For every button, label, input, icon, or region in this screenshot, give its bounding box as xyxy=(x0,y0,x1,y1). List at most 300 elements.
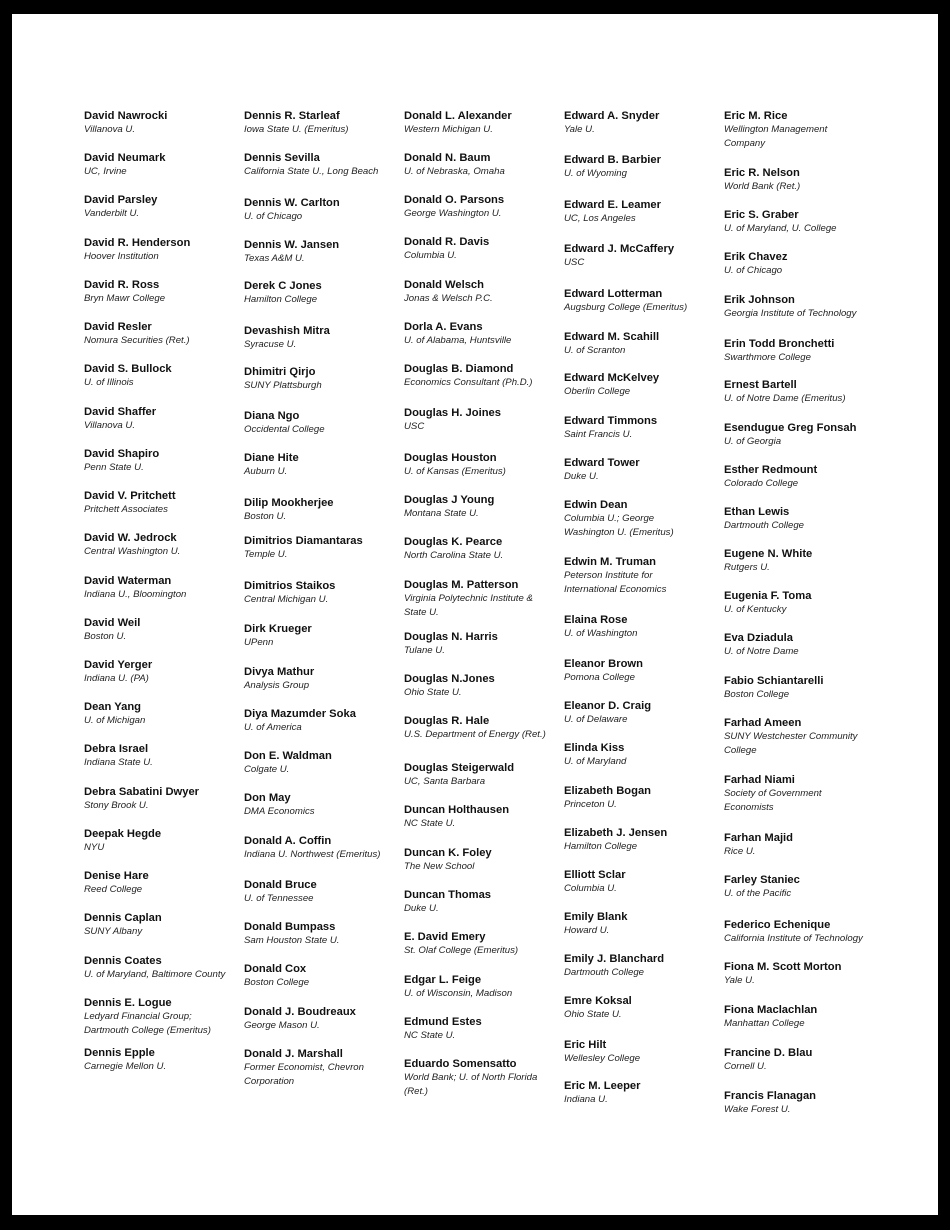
signatory-name: Donald Welsch xyxy=(404,279,484,291)
signatory-affiliation: The New School xyxy=(404,861,475,872)
signatory-name: Douglas J Young xyxy=(404,494,495,506)
signatory-entry xyxy=(244,409,404,437)
signatory-affiliation: Wellesley College xyxy=(564,1053,641,1064)
signatory-name: Derek C Jones xyxy=(244,280,322,292)
signatory-entry xyxy=(84,658,244,686)
signatory-affiliation: U. of Michigan xyxy=(84,715,146,726)
signatory-name: Edward Tower xyxy=(564,457,640,469)
signatory-entry xyxy=(724,547,884,575)
signatory-name: Eugene N. White xyxy=(724,548,813,560)
signatory-name: Dennis W. Jansen xyxy=(244,239,340,251)
signatory-name: Dirk Krueger xyxy=(244,623,312,635)
signatory-name: Farhad Niami xyxy=(724,774,795,786)
signatory-name: Edward J. McCaffery xyxy=(564,243,675,255)
signatory-entry xyxy=(244,365,404,393)
signatory-affiliation: George Mason U. xyxy=(244,1020,320,1031)
signatory-entry xyxy=(404,320,564,348)
signatory-name: Erik Johnson xyxy=(724,294,795,306)
signatory-name: Eleanor D. Craig xyxy=(564,700,652,712)
signatory-entry xyxy=(724,960,884,988)
signatory-name: Edward B. Barbier xyxy=(564,154,661,166)
signatory-name: David Nawrocki xyxy=(84,110,168,122)
signatory-entry xyxy=(404,451,564,479)
signatory-affiliation: State U. xyxy=(404,607,439,618)
signatory-affiliation: U. of Wyoming xyxy=(564,168,627,179)
signatory-entry xyxy=(564,456,724,484)
signatory-entry xyxy=(84,193,244,221)
signatory-affiliation: Villanova U. xyxy=(84,124,136,135)
signatory-entry xyxy=(84,531,244,559)
signatory-name: Francine D. Blau xyxy=(724,1047,813,1059)
signatory-name: Deepak Hegde xyxy=(84,828,162,840)
signatory-name: Fabio Schiantarelli xyxy=(724,675,824,687)
signatory-entry xyxy=(84,109,244,137)
signatory-name: Erik Chavez xyxy=(724,251,788,263)
signatory-name: Edmund Estes xyxy=(404,1016,482,1028)
signatory-name: David Weil xyxy=(84,617,141,629)
signatory-affiliation: Syracuse U. xyxy=(244,339,297,350)
signatory-entry xyxy=(244,707,404,735)
signatory-affiliation: DMA Economics xyxy=(244,806,315,817)
signatory-entry xyxy=(564,1038,724,1066)
signatory-affiliation: World Bank; U. of North Florida xyxy=(404,1072,538,1083)
signatory-entry xyxy=(564,868,724,896)
signatory-affiliation: North Carolina State U. xyxy=(404,550,504,561)
signatory-entry xyxy=(564,153,724,181)
signatory-name: Donald N. Baum xyxy=(404,152,491,164)
signatory-affiliation: U. of America xyxy=(244,722,302,733)
signatory-entry xyxy=(404,930,564,958)
signatory-entry xyxy=(244,622,404,650)
signatory-entry xyxy=(84,447,244,475)
signatory-affiliation: Indiana U. Northwest (Emeritus) xyxy=(244,849,381,860)
signatory-name: David Shapiro xyxy=(84,448,160,460)
signatory-affiliation: College xyxy=(724,745,757,756)
signatory-name: Dennis E. Logue xyxy=(84,997,172,1009)
signatory-affiliation: Villanova U. xyxy=(84,420,136,431)
signatory-name: Duncan Thomas xyxy=(404,889,492,901)
signatory-name: Eric S. Graber xyxy=(724,209,799,221)
signatory-affiliation: Yale U. xyxy=(724,975,755,986)
signatory-affiliation: U. of Chicago xyxy=(244,211,303,222)
signatory-affiliation: U. of Kansas (Emeritus) xyxy=(404,466,506,477)
signatory-entry xyxy=(84,151,244,179)
signatory-entry xyxy=(244,109,404,137)
signatory-entry xyxy=(724,716,884,758)
signatory-name: David Neumark xyxy=(84,152,166,164)
signatory-name: Douglas K. Pearce xyxy=(404,536,503,548)
signatory-entry xyxy=(84,616,244,644)
signatory-name: Divya Mathur xyxy=(244,666,315,678)
signatory-name: Francis Flanagan xyxy=(724,1090,817,1102)
signatory-name: Ernest Bartell xyxy=(724,379,797,391)
signatory-entry xyxy=(84,278,244,306)
signatory-affiliation: Indiana U. (PA) xyxy=(84,673,149,684)
signatory-name: Eugenia F. Toma xyxy=(724,590,812,602)
signatory-entry xyxy=(564,826,724,854)
signatory-entry xyxy=(84,574,244,602)
signatory-name: Elizabeth Bogan xyxy=(564,785,652,797)
signatory-name: Dennis Coates xyxy=(84,955,162,967)
signatory-name: Dennis Epple xyxy=(84,1047,155,1059)
signatory-affiliation: Wellington Management xyxy=(724,124,828,135)
signatory-entry xyxy=(404,846,564,874)
signatory-name: Debra Sabatini Dwyer xyxy=(84,786,200,798)
signatory-entry xyxy=(564,198,724,226)
signatory-entry xyxy=(564,371,724,399)
signatory-entry xyxy=(564,1079,724,1107)
signatory-affiliation: U. of the Pacific xyxy=(724,888,792,899)
signatory-entry xyxy=(404,151,564,179)
signatory-affiliation: California State U., Long Beach xyxy=(244,166,379,177)
signatory-affiliation: U. of Delaware xyxy=(564,714,628,725)
signatory-affiliation: (Ret.) xyxy=(404,1086,428,1097)
signatory-affiliation: Boston College xyxy=(244,977,310,988)
signatory-affiliation: Columbia U. xyxy=(404,250,457,261)
signatory-entry xyxy=(404,278,564,306)
signatory-entry xyxy=(84,362,244,390)
signatory-entry xyxy=(404,535,564,563)
signatory-name: Douglas M. Patterson xyxy=(404,579,519,591)
signatory-name: Donald O. Parsons xyxy=(404,194,505,206)
signatory-entry xyxy=(724,674,884,702)
signatory-entry xyxy=(724,873,884,901)
signatory-entry xyxy=(244,496,404,524)
signatory-entry xyxy=(564,613,724,641)
signatory-name: Ethan Lewis xyxy=(724,506,790,518)
signatory-affiliation: Virginia Polytechnic Institute & xyxy=(404,593,533,604)
signatory-entry xyxy=(404,803,564,831)
signatory-entry xyxy=(244,962,404,990)
signatory-affiliation: Nomura Securities (Ret.) xyxy=(84,335,190,346)
signatory-entry xyxy=(84,996,244,1038)
signatory-name: Donald Cox xyxy=(244,963,307,975)
signatory-affiliation: U. of Maryland xyxy=(564,756,627,767)
signatory-affiliation: Occidental College xyxy=(244,424,325,435)
signatory-entry xyxy=(404,578,564,620)
signatory-affiliation: UC, Santa Barbara xyxy=(404,776,486,787)
signatory-name: Eric Hilt xyxy=(564,1039,607,1051)
signatory-affiliation: U. of Alabama, Huntsville xyxy=(404,335,512,346)
signatory-affiliation: UC, Los Angeles xyxy=(564,213,636,224)
signatory-affiliation: Georgia Institute of Technology xyxy=(724,308,857,319)
signatory-name: Eduardo Somensatto xyxy=(404,1058,517,1070)
signatory-entry xyxy=(564,498,724,540)
signatory-affiliation: U. of Georgia xyxy=(724,436,782,447)
signatory-entry xyxy=(404,672,564,700)
signatory-entry xyxy=(244,196,404,224)
signatory-entry xyxy=(564,952,724,980)
signatory-entry xyxy=(404,1057,564,1099)
signatory-affiliation: U. of Wisconsin, Madison xyxy=(404,988,513,999)
signatory-name: Emre Koksal xyxy=(564,995,632,1007)
signatory-name: Edward Lotterman xyxy=(564,288,663,300)
signatory-name: Don May xyxy=(244,792,291,804)
signatory-name: Eleanor Brown xyxy=(564,658,643,670)
signatory-entry xyxy=(84,954,244,982)
signatory-affiliation: SUNY Westchester Community xyxy=(724,731,858,742)
signatory-name: Eric R. Nelson xyxy=(724,167,800,179)
signatory-entry xyxy=(724,773,884,815)
signatory-entry xyxy=(404,714,564,742)
signatory-entry xyxy=(404,888,564,916)
signatory-entry xyxy=(244,534,404,562)
signatory-affiliation: Hamilton College xyxy=(564,841,638,852)
signatory-affiliation: Colorado College xyxy=(724,478,799,489)
signatory-name: David W. Jedrock xyxy=(84,532,177,544)
signatory-affiliation: Pomona College xyxy=(564,672,635,683)
signatory-entry xyxy=(244,1005,404,1033)
signatory-entry xyxy=(84,320,244,348)
signatory-affiliation: Saint Francis U. xyxy=(564,429,633,440)
signatory-affiliation: U. of Scranton xyxy=(564,345,626,356)
signatory-affiliation: Manhattan College xyxy=(724,1018,805,1029)
signatory-name: Farhan Majid xyxy=(724,832,793,844)
signatory-entry xyxy=(724,378,884,406)
signatory-name: Elinda Kiss xyxy=(564,742,625,754)
signatory-name: Douglas N. Harris xyxy=(404,631,498,643)
signatory-name: Fiona Maclachlan xyxy=(724,1004,818,1016)
signatory-affiliation: Central Washington U. xyxy=(84,546,181,557)
signatory-affiliation: U. of Notre Dame (Emeritus) xyxy=(724,393,846,404)
signatory-affiliation: Yale U. xyxy=(564,124,595,135)
signatory-entry xyxy=(244,451,404,479)
signatory-affiliation: Boston U. xyxy=(244,511,287,522)
signatory-entry xyxy=(564,994,724,1022)
signatory-name: Eva Dziadula xyxy=(724,632,794,644)
signatory-name: Douglas Houston xyxy=(404,452,497,464)
signatory-name: Duncan K. Foley xyxy=(404,847,492,859)
signatory-affiliation: NC State U. xyxy=(404,1030,456,1041)
signatory-affiliation: U. of Kentucky xyxy=(724,604,787,615)
signatory-entry xyxy=(404,630,564,658)
signatory-affiliation: Carnegie Mellon U. xyxy=(84,1061,167,1072)
signatory-entry xyxy=(244,920,404,948)
signatory-entry xyxy=(724,1003,884,1031)
signatory-entry xyxy=(564,555,724,597)
signatory-affiliation: Analysis Group xyxy=(244,680,310,691)
signatory-name: Edward M. Scahill xyxy=(564,331,660,343)
signatory-name: Donald J. Marshall xyxy=(244,1048,343,1060)
signatory-entry xyxy=(564,287,724,315)
signatory-affiliation: U. of Chicago xyxy=(724,265,783,276)
signatory-entry xyxy=(84,700,244,728)
signatory-name: Edward A. Snyder xyxy=(564,110,660,122)
signatory-affiliation: Stony Brook U. xyxy=(84,800,149,811)
signatory-affiliation: Economists xyxy=(724,802,774,813)
signatory-name: Diane Hite xyxy=(244,452,299,464)
signatory-name: Debra Israel xyxy=(84,743,149,755)
signatory-name: Donald Bumpass xyxy=(244,921,336,933)
signatory-name: Duncan Holthausen xyxy=(404,804,510,816)
signatory-affiliation: Reed College xyxy=(84,884,143,895)
signatory-name: Devashish Mitra xyxy=(244,325,330,337)
signatory-affiliation: Vanderbilt U. xyxy=(84,208,140,219)
signatory-entry xyxy=(244,151,404,179)
signatory-entry xyxy=(564,414,724,442)
signatory-entry xyxy=(564,784,724,812)
signatory-entry xyxy=(404,761,564,789)
signatory-name: Emily J. Blanchard xyxy=(564,953,665,965)
signatory-name: Elliott Sclar xyxy=(564,869,626,881)
signatory-entry xyxy=(244,791,404,819)
signatory-name: Dorla A. Evans xyxy=(404,321,483,333)
signatory-entry xyxy=(84,405,244,433)
signatory-entry xyxy=(724,589,884,617)
signatory-entry xyxy=(84,742,244,770)
signatory-affiliation: Wake Forest U. xyxy=(724,1104,791,1115)
signatory-name: Dilip Mookherjee xyxy=(244,497,334,509)
signatory-name: Edward E. Leamer xyxy=(564,199,661,211)
signatory-entry xyxy=(404,406,564,434)
signatory-affiliation: Ledyard Financial Group; xyxy=(84,1011,192,1022)
signatory-name: Emily Blank xyxy=(564,911,628,923)
signatory-entry xyxy=(564,242,724,270)
signatory-entry xyxy=(404,493,564,521)
signatory-name: Elizabeth J. Jensen xyxy=(564,827,668,839)
signatory-entry xyxy=(244,579,404,607)
signatory-name: Douglas R. Hale xyxy=(404,715,490,727)
signatory-affiliation: California Institute of Technology xyxy=(724,933,863,944)
signatory-affiliation: U. of Maryland, Baltimore County xyxy=(84,969,226,980)
signatory-name: Dennis Caplan xyxy=(84,912,162,924)
signatory-entry xyxy=(244,238,404,266)
signatory-affiliation: U. of Tennessee xyxy=(244,893,314,904)
signatory-entry xyxy=(724,109,884,151)
signatory-affiliation: Dartmouth College xyxy=(564,967,644,978)
signatory-entry xyxy=(724,463,884,491)
signatory-name: Erin Todd Bronchetti xyxy=(724,338,835,350)
signatory-affiliation: U.S. Department of Energy (Ret.) xyxy=(404,729,546,740)
signatory-affiliation: SUNY Plattsburgh xyxy=(244,380,322,391)
signatory-affiliation: U. of Nebraska, Omaha xyxy=(404,166,505,177)
signatory-entry xyxy=(724,631,884,659)
signatory-affiliation: NC State U. xyxy=(404,818,456,829)
signatory-affiliation: Princeton U. xyxy=(564,799,617,810)
signatory-name: Federico Echenique xyxy=(724,919,831,931)
signatory-name: Donald R. Davis xyxy=(404,236,490,248)
signatory-name: Donald A. Coffin xyxy=(244,835,332,847)
signatory-affiliation: Augsburg College (Emeritus) xyxy=(564,302,688,313)
signatory-affiliation: Columbia U. xyxy=(564,883,617,894)
signatory-name: David Resler xyxy=(84,321,152,333)
signatory-name: David Shaffer xyxy=(84,406,157,418)
signatory-entry xyxy=(724,831,884,859)
signatory-entry xyxy=(724,293,884,321)
signatory-entry xyxy=(724,1089,884,1117)
signatory-affiliation: UPenn xyxy=(244,637,274,648)
signatory-affiliation: International Economics xyxy=(564,584,667,595)
signatory-name: Edwin M. Truman xyxy=(564,556,656,568)
signatory-affiliation: SUNY Albany xyxy=(84,926,143,937)
signatory-name: Diana Ngo xyxy=(244,410,300,422)
signatory-affiliation: Rutgers U. xyxy=(724,562,770,573)
signatory-name: Edwin Dean xyxy=(564,499,628,511)
signatory-affiliation: Economics Consultant (Ph.D.) xyxy=(404,377,533,388)
signatory-name: Dennis R. Starleaf xyxy=(244,110,340,122)
signatory-entry xyxy=(724,250,884,278)
signatory-entry xyxy=(244,1047,404,1089)
signatory-affiliation: Oberlin College xyxy=(564,386,631,397)
signatory-affiliation: Jonas & Welsch P.C. xyxy=(404,293,493,304)
signatory-entry xyxy=(84,785,244,813)
signatory-name: David R. Ross xyxy=(84,279,160,291)
signatory-entry xyxy=(724,208,884,236)
signatory-affiliation: Temple U. xyxy=(244,549,288,560)
signatory-affiliation: Ohio State U. xyxy=(564,1009,622,1020)
signatory-entry xyxy=(564,741,724,769)
signatory-affiliation: USC xyxy=(404,421,425,432)
signatory-name: Dennis W. Carlton xyxy=(244,197,340,209)
signatory-affiliation: Indiana U., Bloomington xyxy=(84,589,187,600)
signatory-affiliation: U. of Notre Dame xyxy=(724,646,799,657)
signatory-name: Dean Yang xyxy=(84,701,141,713)
signatory-affiliation: Dartmouth College (Emeritus) xyxy=(84,1025,211,1036)
signatory-entry xyxy=(564,910,724,938)
signatory-name: Douglas N.Jones xyxy=(404,673,495,685)
signatory-affiliation: Dartmouth College xyxy=(724,520,804,531)
signatory-entry xyxy=(724,421,884,449)
signatory-affiliation: Society of Government xyxy=(724,788,822,799)
signatory-affiliation: USC xyxy=(564,257,585,268)
signatory-affiliation: Sam Houston State U. xyxy=(244,935,340,946)
signatory-affiliation: Ohio State U. xyxy=(404,687,462,698)
signatory-affiliation: Howard U. xyxy=(564,925,610,936)
signatory-affiliation: Hoover Institution xyxy=(84,251,159,262)
signatory-name: David S. Bullock xyxy=(84,363,172,375)
signatory-affiliation: Auburn U. xyxy=(244,466,288,477)
signatory-name: Eric M. Rice xyxy=(724,110,788,122)
signatory-entry xyxy=(404,362,564,390)
signatory-affiliation: Hamilton College xyxy=(244,294,318,305)
signatory-name: Diya Mazumder Soka xyxy=(244,708,356,720)
signatory-affiliation: Tulane U. xyxy=(404,645,445,656)
signatory-entry xyxy=(244,665,404,693)
signatory-entry xyxy=(724,505,884,533)
signatory-entry xyxy=(564,657,724,685)
signatory-name: Farhad Ameen xyxy=(724,717,802,729)
signatory-entry xyxy=(244,279,404,307)
signatory-entry xyxy=(404,109,564,137)
signatory-name: Donald L. Alexander xyxy=(404,110,512,122)
signatory-affiliation: Boston U. xyxy=(84,631,127,642)
signatory-name: Fiona M. Scott Morton xyxy=(724,961,842,973)
signatory-name: Denise Hare xyxy=(84,870,149,882)
signatory-name: Edgar L. Feige xyxy=(404,974,482,986)
signatory-affiliation: Cornell U. xyxy=(724,1061,767,1072)
signatory-affiliation: Company xyxy=(724,138,766,149)
signatory-affiliation: UC, Irvine xyxy=(84,166,127,177)
signatory-name: David R. Henderson xyxy=(84,237,191,249)
signatory-affiliation: Indiana State U. xyxy=(84,757,153,768)
signatory-entry xyxy=(244,834,404,862)
signatory-name: David Parsley xyxy=(84,194,158,206)
signatory-affiliation: NYU xyxy=(84,842,105,853)
signatory-affiliation: World Bank (Ret.) xyxy=(724,181,801,192)
signatory-affiliation: Former Economist, Chevron xyxy=(244,1062,364,1073)
signatory-entry xyxy=(84,489,244,517)
signatory-name: Edward Timmons xyxy=(564,415,658,427)
signatory-name: David V. Pritchett xyxy=(84,490,176,502)
signatory-name: David Waterman xyxy=(84,575,172,587)
signatory-name: Esendugue Greg Fonsah xyxy=(724,422,857,434)
signatory-affiliation: Indiana U. xyxy=(564,1094,608,1105)
signatory-entry xyxy=(244,749,404,777)
signatory-entry xyxy=(724,337,884,365)
signatory-name: Donald J. Boudreaux xyxy=(244,1006,356,1018)
signatory-entry xyxy=(84,1046,244,1074)
signatory-affiliation: St. Olaf College (Emeritus) xyxy=(404,945,519,956)
